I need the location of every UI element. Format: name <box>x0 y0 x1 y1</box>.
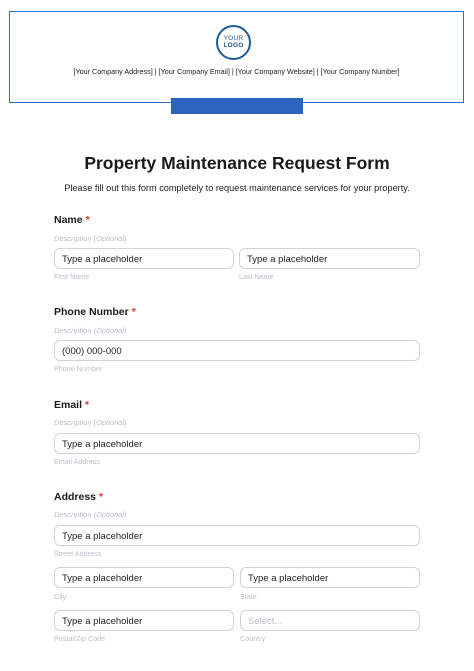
street-address-input[interactable]: Type a placeholder <box>54 525 420 546</box>
required-asterisk: * <box>131 306 136 318</box>
last-name-sublabel: Last Name <box>239 272 274 281</box>
required-asterisk: * <box>85 399 90 411</box>
name-description: Description (Optional) <box>54 234 127 243</box>
phone-input[interactable]: (000) 000-000 <box>54 340 420 361</box>
form-title: Property Maintenance Request Form <box>84 153 390 173</box>
required-asterisk: * <box>85 214 90 226</box>
state-sublabel: State <box>240 592 257 601</box>
phone-label-text: Phone Number <box>54 306 129 318</box>
email-label-text: Email <box>54 399 83 411</box>
first-name-input[interactable]: Type a placeholder <box>54 248 234 269</box>
email-input[interactable]: Type a placeholder <box>54 433 420 454</box>
phone-description: Description (Optional) <box>54 326 127 335</box>
email-label <box>54 399 89 411</box>
postal-code-sublabel: Postal/Zip Code <box>54 634 106 643</box>
city-sublabel: City <box>54 592 67 601</box>
phone-sublabel: Phone Number <box>54 364 103 373</box>
form-subtitle: Please fill out this form completely to request maintenance services for your property. <box>64 183 410 193</box>
required-asterisk: * <box>99 491 104 503</box>
logo-line-logo: LOGO <box>223 42 244 49</box>
email-sublabel: Email Address <box>54 457 100 466</box>
email-description: Description (Optional) <box>54 418 127 427</box>
first-name-sublabel: First Name <box>54 272 90 281</box>
postal-code-input[interactable]: Type a placeholder <box>54 610 234 631</box>
city-input[interactable]: Type a placeholder <box>54 567 234 588</box>
address-description: Description (Optional) <box>54 510 127 519</box>
state-input[interactable]: Type a placeholder <box>240 567 420 588</box>
address-label-text: Address <box>54 491 97 503</box>
last-name-input[interactable]: Type a placeholder <box>239 248 420 269</box>
phone-label <box>54 306 136 318</box>
country-sublabel: Country <box>240 634 266 643</box>
header-accent-bar <box>171 98 303 114</box>
name-label-text: Name <box>54 214 83 226</box>
logo-line-your: YOUR <box>223 34 244 42</box>
name-label <box>54 214 90 226</box>
street-address-sublabel: Street Address <box>54 549 102 558</box>
company-logo <box>216 25 251 60</box>
country-select[interactable]: Select... <box>240 610 420 631</box>
address-label <box>54 491 103 503</box>
company-info: [Your Company Address] | [Your Company Email] | [Your Company Website] | [Your Company Number] <box>73 67 400 76</box>
